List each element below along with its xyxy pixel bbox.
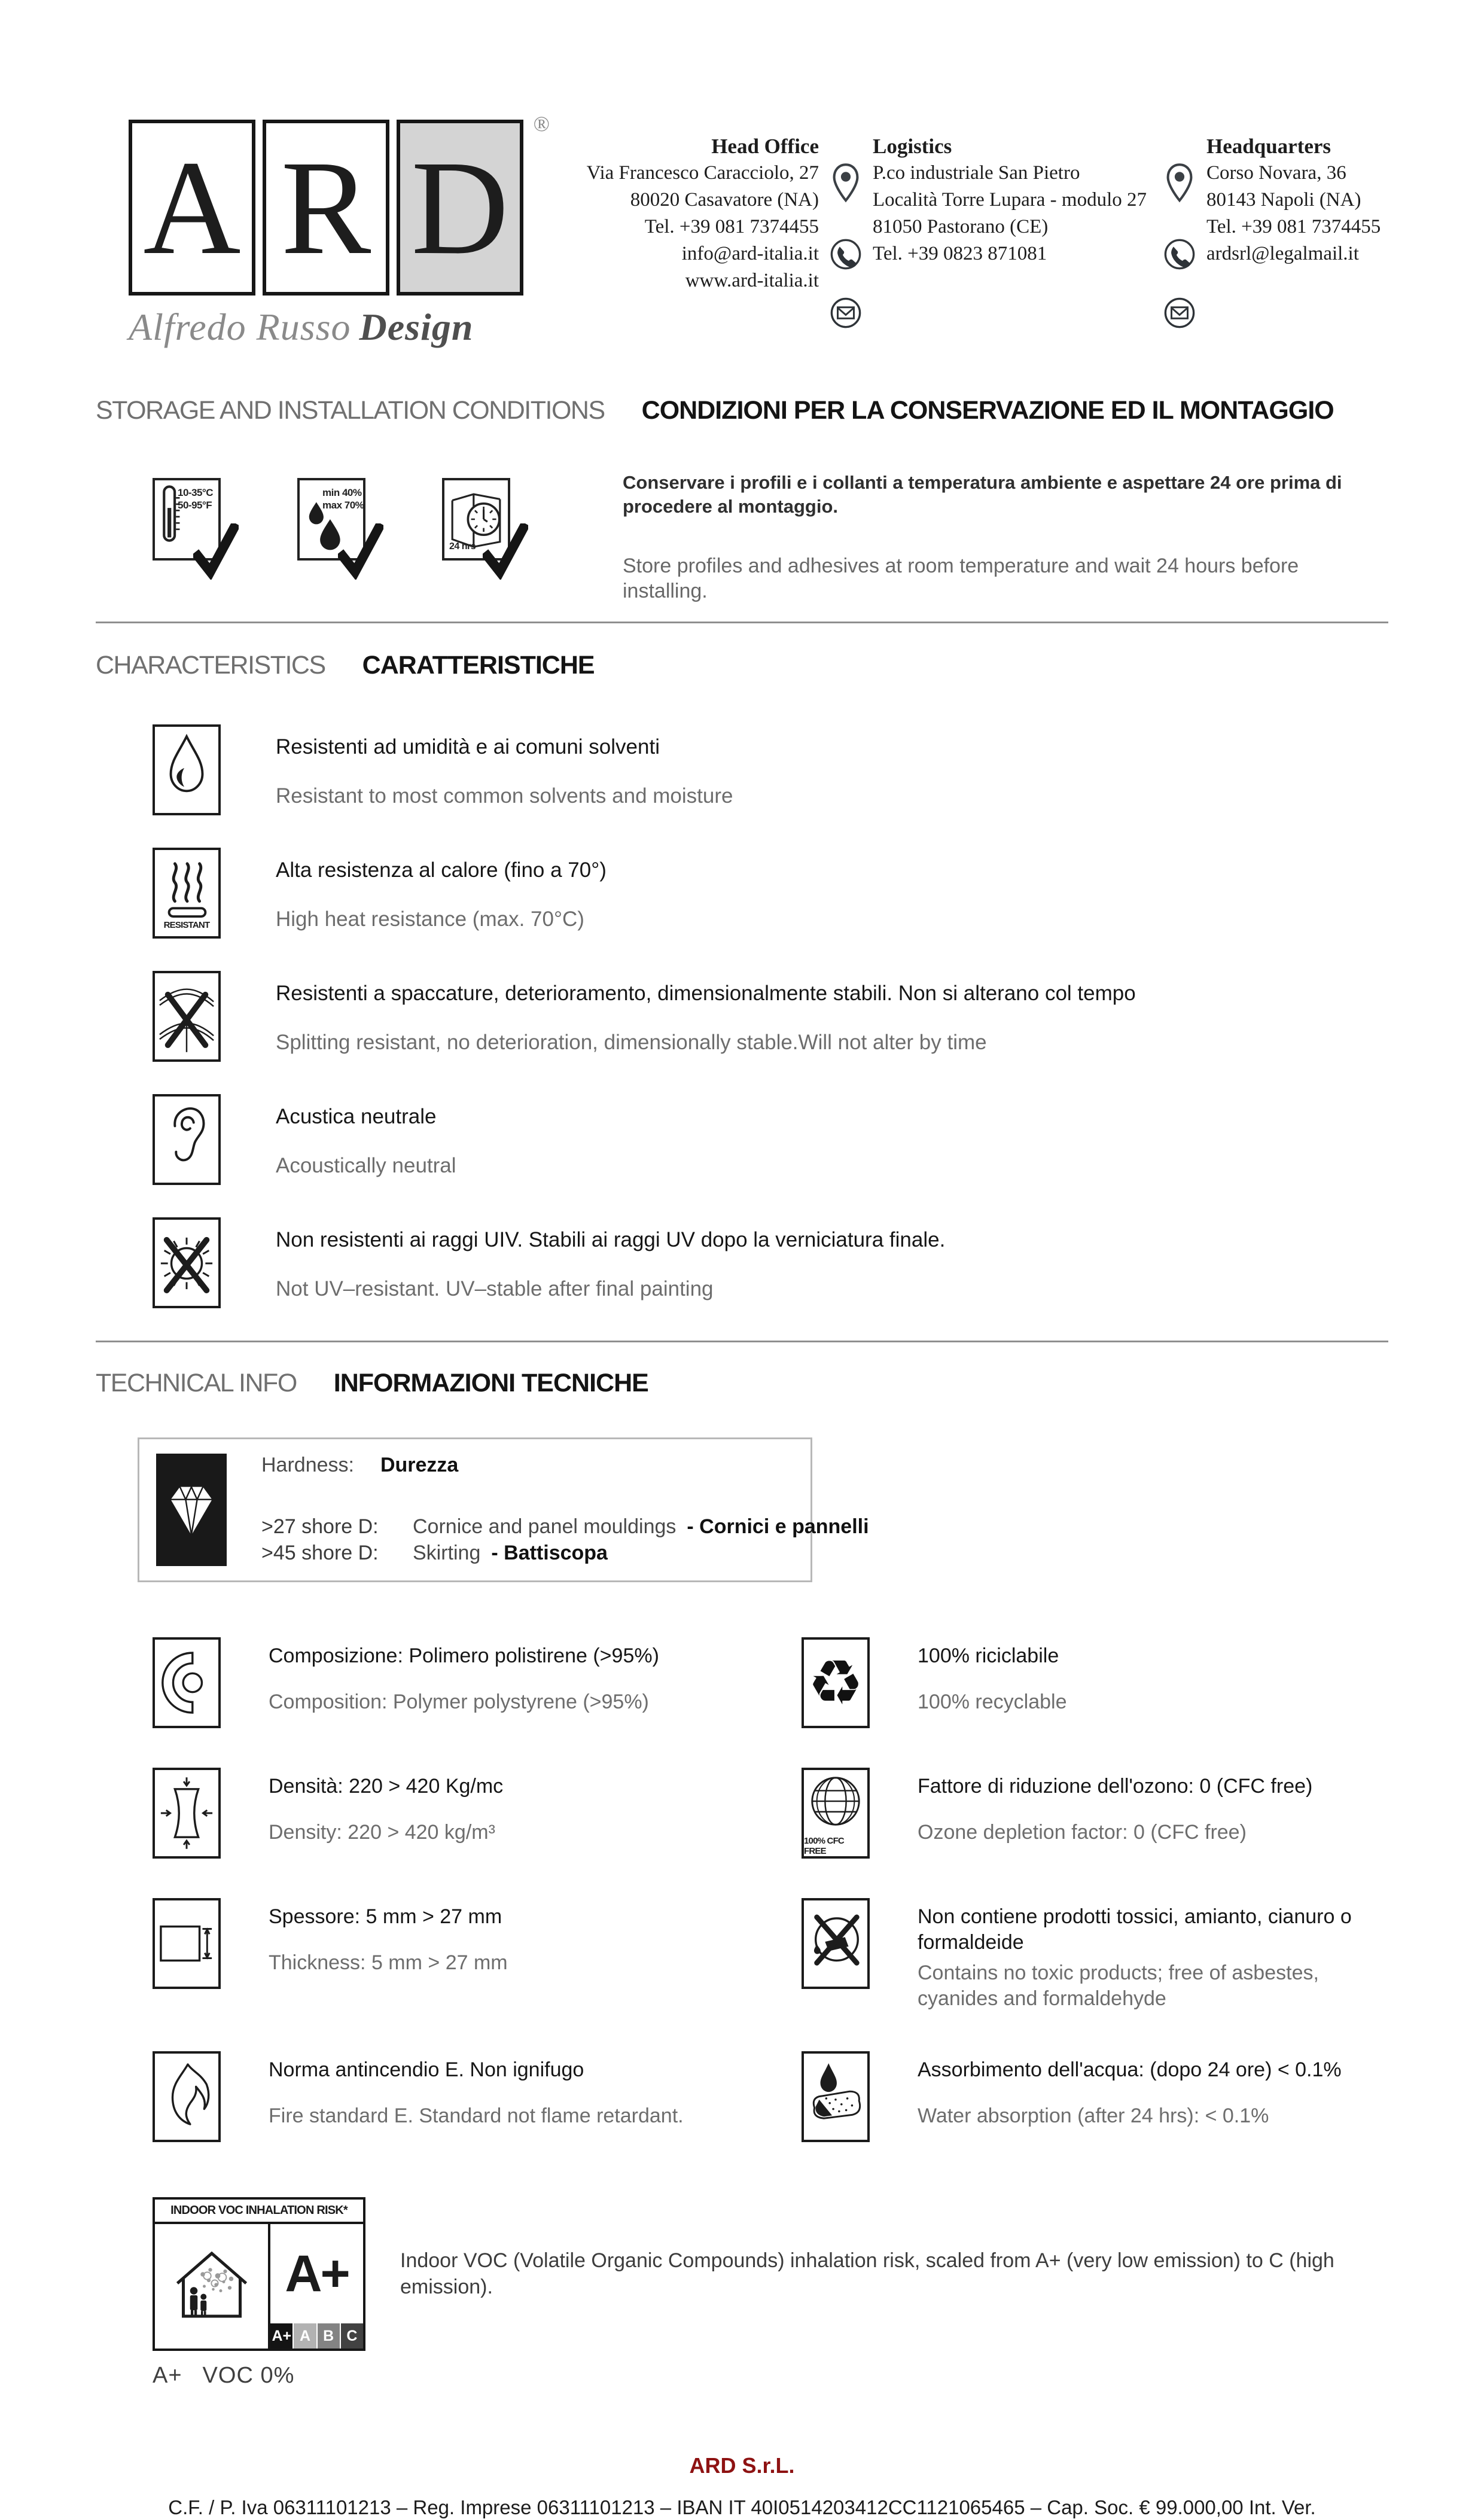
section-divider xyxy=(96,1341,1388,1342)
storage-text-it: Conservare i profili e i collanti a temperatura ambiente e aspettare 24 ore prima di procedere al montaggio. xyxy=(623,472,1342,517)
storage-section-title xyxy=(96,396,1388,425)
water-absorption-icon xyxy=(802,2051,870,2142)
section-title-it: CARATTERISTICHE xyxy=(362,651,595,680)
logo-letter-r: R xyxy=(281,133,371,282)
voc-value-line: A+ VOC 0% xyxy=(153,2363,295,2388)
office-line: info@ard-italia.it xyxy=(681,243,819,264)
no-splitting-icon xyxy=(153,971,221,1062)
cfc-free-label: 100% CFC FREE xyxy=(804,1836,844,1856)
density-icon xyxy=(153,1768,221,1859)
checkmark-icon xyxy=(338,523,383,580)
voc-grade: A+ xyxy=(285,2244,349,2302)
office-line: 81050 Pastorano (CE) xyxy=(873,216,1049,237)
tech-item-ozone xyxy=(802,1768,1388,1859)
tech-item-thickness xyxy=(153,1898,802,2012)
characteristic-text: Resistenti ad umidità e ai comuni solventi Resistant to most common solvents and moisture xyxy=(276,735,733,808)
tech-text: Non contiene prodotti tossici, amianto, cianuro o formaldeide Contains no toxic products; free of asbestes, cyanides and formaldehyde xyxy=(918,1905,1352,2010)
tech-item-fire xyxy=(153,2051,802,2142)
tech-item-density xyxy=(153,1768,802,1859)
technical-section-title xyxy=(96,1369,1388,1398)
voc-house-icon xyxy=(155,2224,270,2349)
office-line: 80143 Napoli (NA) xyxy=(1206,189,1361,211)
company-logo xyxy=(129,112,550,349)
voc-label-body xyxy=(155,2224,363,2349)
logo-box-d xyxy=(397,120,523,296)
tech-text: Spessore: 5 mm > 27 mm Thickness: 5 mm > 27 mm xyxy=(269,1905,508,1974)
contact-block xyxy=(560,133,1404,349)
voc-scale-a-plus: A+ xyxy=(270,2323,292,2349)
section-title-it: CONDIZIONI PER LA CONSERVAZIONE ED IL MONTAGGIO xyxy=(641,396,1334,425)
office-line: Tel. +39 081 7374455 xyxy=(644,216,819,237)
characteristic-text: Alta resistenza al calore (fino a 70°) High heat resistance (max. 70°C) xyxy=(276,858,607,931)
no-toxic-icon xyxy=(802,1898,870,1989)
contact-icon-column-1 xyxy=(827,133,864,349)
office-logistics xyxy=(873,133,1153,349)
logo-subtitle-name: Alfredo Russo xyxy=(129,306,351,348)
footer-registration-line: C.F. / P. Iva 06311101213 – Reg. Imprese 06311101213 – IBAN IT 40I0514203412CC1121065465 – Cap. Soc. € 99.000,00 Int. Ver. xyxy=(168,2496,1316,2518)
diamond-icon xyxy=(156,1454,227,1566)
section-title-en: STORAGE AND INSTALLATION CONDITIONS xyxy=(96,396,605,425)
section-divider xyxy=(96,622,1388,623)
storage-text xyxy=(623,471,1388,604)
characteristic-row-moisture xyxy=(153,724,1388,815)
section-title-en: TECHNICAL INFO xyxy=(96,1369,297,1397)
location-pin-icon xyxy=(1165,163,1194,203)
humidity-range-icon xyxy=(297,478,365,561)
characteristic-row-heat xyxy=(153,848,1388,939)
voc-scale-b: B xyxy=(316,2323,340,2349)
hardness-title: Hardness: Durezza xyxy=(261,1454,459,1476)
characteristic-text: Acustica neutrale Acoustically neutral xyxy=(276,1105,456,1177)
logo-box-r xyxy=(263,120,389,296)
no-uv-sun-icon xyxy=(153,1217,221,1308)
office-line: ardsrl@legalmail.it xyxy=(1206,243,1359,264)
hardness-row: >27 shore D: Cornice and panel mouldings - Cornici e pannelli xyxy=(261,1515,869,1538)
header xyxy=(96,112,1388,349)
office-line: Via Francesco Caracciolo, 27 xyxy=(586,162,819,184)
office-title: Head Office xyxy=(711,135,819,158)
flame-icon xyxy=(153,2051,221,2142)
voc-grade-cell xyxy=(270,2224,363,2349)
characteristic-row-acoustic xyxy=(153,1094,1388,1185)
voc-scale-c: C xyxy=(340,2323,363,2349)
tech-text: Composizione: Polimero polistirene (>95%) Composition: Polymer polystyrene (>95%) xyxy=(269,1644,659,1713)
office-line: Tel. +39 081 7374455 xyxy=(1206,216,1381,237)
checkmark-icon xyxy=(193,523,239,580)
hardness-panel xyxy=(138,1437,869,1582)
voc-scale-a: A xyxy=(292,2323,316,2349)
characteristics-section-title xyxy=(96,651,1388,680)
wait-24-hours-icon xyxy=(442,478,510,561)
characteristic-text: Resistenti a spaccature, deterioramento, dimensionalmente stabili. Non si alterano col tempo Splitting resistant, no deterioration, dimensionally stable.Will not alter by time xyxy=(276,982,1136,1054)
recycle-icon: ♻ xyxy=(802,1637,870,1728)
characteristic-row-uv xyxy=(153,1217,1388,1308)
storage-section xyxy=(96,396,1388,623)
voc-left xyxy=(153,2197,365,2389)
resistant-label: RESISTANT xyxy=(163,919,210,930)
office-line: Corso Novara, 36 xyxy=(1206,162,1346,184)
voc-scale xyxy=(270,2323,363,2349)
tech-text: Fattore di riduzione dell'ozono: 0 (CFC free) Ozone depletion factor: 0 (CFC free) xyxy=(918,1775,1313,1844)
characteristic-row-splitting xyxy=(153,971,1388,1062)
voc-description: Indoor VOC (Volatile Organic Compounds) inhalation risk, scaled from A+ (very low emission) to C (high emission). xyxy=(400,2249,1334,2298)
logo-letter-d: D xyxy=(411,133,509,282)
tech-text: Norma antincendio E. Non ignifugo Fire standard E. Standard not flame retardant. xyxy=(269,2058,684,2127)
ear-icon xyxy=(153,1094,221,1185)
logo-letter-boxes xyxy=(129,112,550,296)
temperature-range-icon xyxy=(153,478,221,561)
storage-icons xyxy=(153,478,587,604)
water-drop-icon xyxy=(153,724,221,815)
tech-text: Assorbimento dell'acqua: (dopo 24 ore) < 0.1% Water absorption (after 24 hrs): < 0.1% xyxy=(918,2058,1342,2127)
composition-icon xyxy=(153,1637,221,1728)
office-line: www.ard-italia.it xyxy=(685,270,819,291)
phone-icon xyxy=(830,238,862,270)
hardness-rows xyxy=(261,1513,869,1566)
hardness-text xyxy=(261,1454,869,1566)
location-pin-icon xyxy=(831,163,861,203)
logo-subtitle xyxy=(129,305,523,349)
tech-item-composition xyxy=(153,1637,802,1728)
datasheet-page xyxy=(0,112,1484,2519)
office-head-office xyxy=(560,133,819,349)
24hrs-label: 24 hrs xyxy=(449,541,476,552)
logo-subtitle-design: Design xyxy=(359,306,474,348)
footer xyxy=(96,2453,1388,2519)
tech-item-recyclable xyxy=(802,1637,1388,1728)
tech-item-no-toxic xyxy=(802,1898,1388,2012)
office-title: Headquarters xyxy=(1206,135,1331,158)
humidity-labels: min 40% max 70% xyxy=(322,487,364,511)
logo-box-a xyxy=(129,120,255,296)
phone-icon xyxy=(1163,238,1196,270)
section-title-en: CHARACTERISTICS xyxy=(96,651,325,680)
office-title: Logistics xyxy=(873,135,952,158)
office-headquarters xyxy=(1206,133,1404,349)
office-line: Località Torre Lupara - modulo 27 xyxy=(873,189,1147,211)
voc-label-box xyxy=(153,2197,365,2351)
section-title-it: INFORMAZIONI TECNICHE xyxy=(333,1369,648,1397)
heat-resistant-icon xyxy=(153,848,221,939)
tech-text: 100% riciclabile 100% recyclable xyxy=(918,1644,1067,1713)
globe-cfc-free-icon xyxy=(802,1768,870,1859)
characteristics-list xyxy=(153,724,1388,1308)
checkmark-icon xyxy=(483,523,528,580)
footer-company-name: ARD S.r.L. xyxy=(689,2453,795,2478)
storage-text-en: Store profiles and adhesives at room temperature and wait 24 hours before installing. xyxy=(623,555,1299,602)
temperature-labels: 10-35°C 50-95°F xyxy=(178,487,214,511)
technical-section xyxy=(96,1369,1388,2389)
logo-letter-a: A xyxy=(143,133,241,282)
office-line: P.co industriale San Pietro xyxy=(873,162,1080,184)
office-line: Tel. +39 0823 871081 xyxy=(873,243,1047,264)
characteristic-text: Non resistenti ai raggi UIV. Stabili ai raggi UV dopo la verniciatura finale. Not UV–resistant. UV–stable after final painting xyxy=(276,1228,946,1300)
storage-content xyxy=(96,472,1388,604)
hardness-row: >45 shore D: Skirting - Battiscopa xyxy=(261,1542,608,1564)
technical-grid xyxy=(153,1637,1388,2142)
voc-label-title: INDOOR VOC INHALATION RISK* xyxy=(155,2200,363,2224)
voc-section xyxy=(153,2197,1388,2389)
tech-item-water-absorption xyxy=(802,2051,1388,2142)
office-line: 80020 Casavatore (NA) xyxy=(630,189,819,211)
mail-icon xyxy=(1163,297,1196,329)
characteristics-section xyxy=(96,651,1388,1342)
mail-icon xyxy=(830,297,862,329)
tech-text: Densità: 220 > 420 Kg/mc Density: 220 > 420 kg/m³ xyxy=(269,1775,504,1844)
registered-trademark-icon: ® xyxy=(533,112,550,136)
thickness-icon xyxy=(153,1898,221,1989)
contact-icon-column-2 xyxy=(1161,133,1198,349)
